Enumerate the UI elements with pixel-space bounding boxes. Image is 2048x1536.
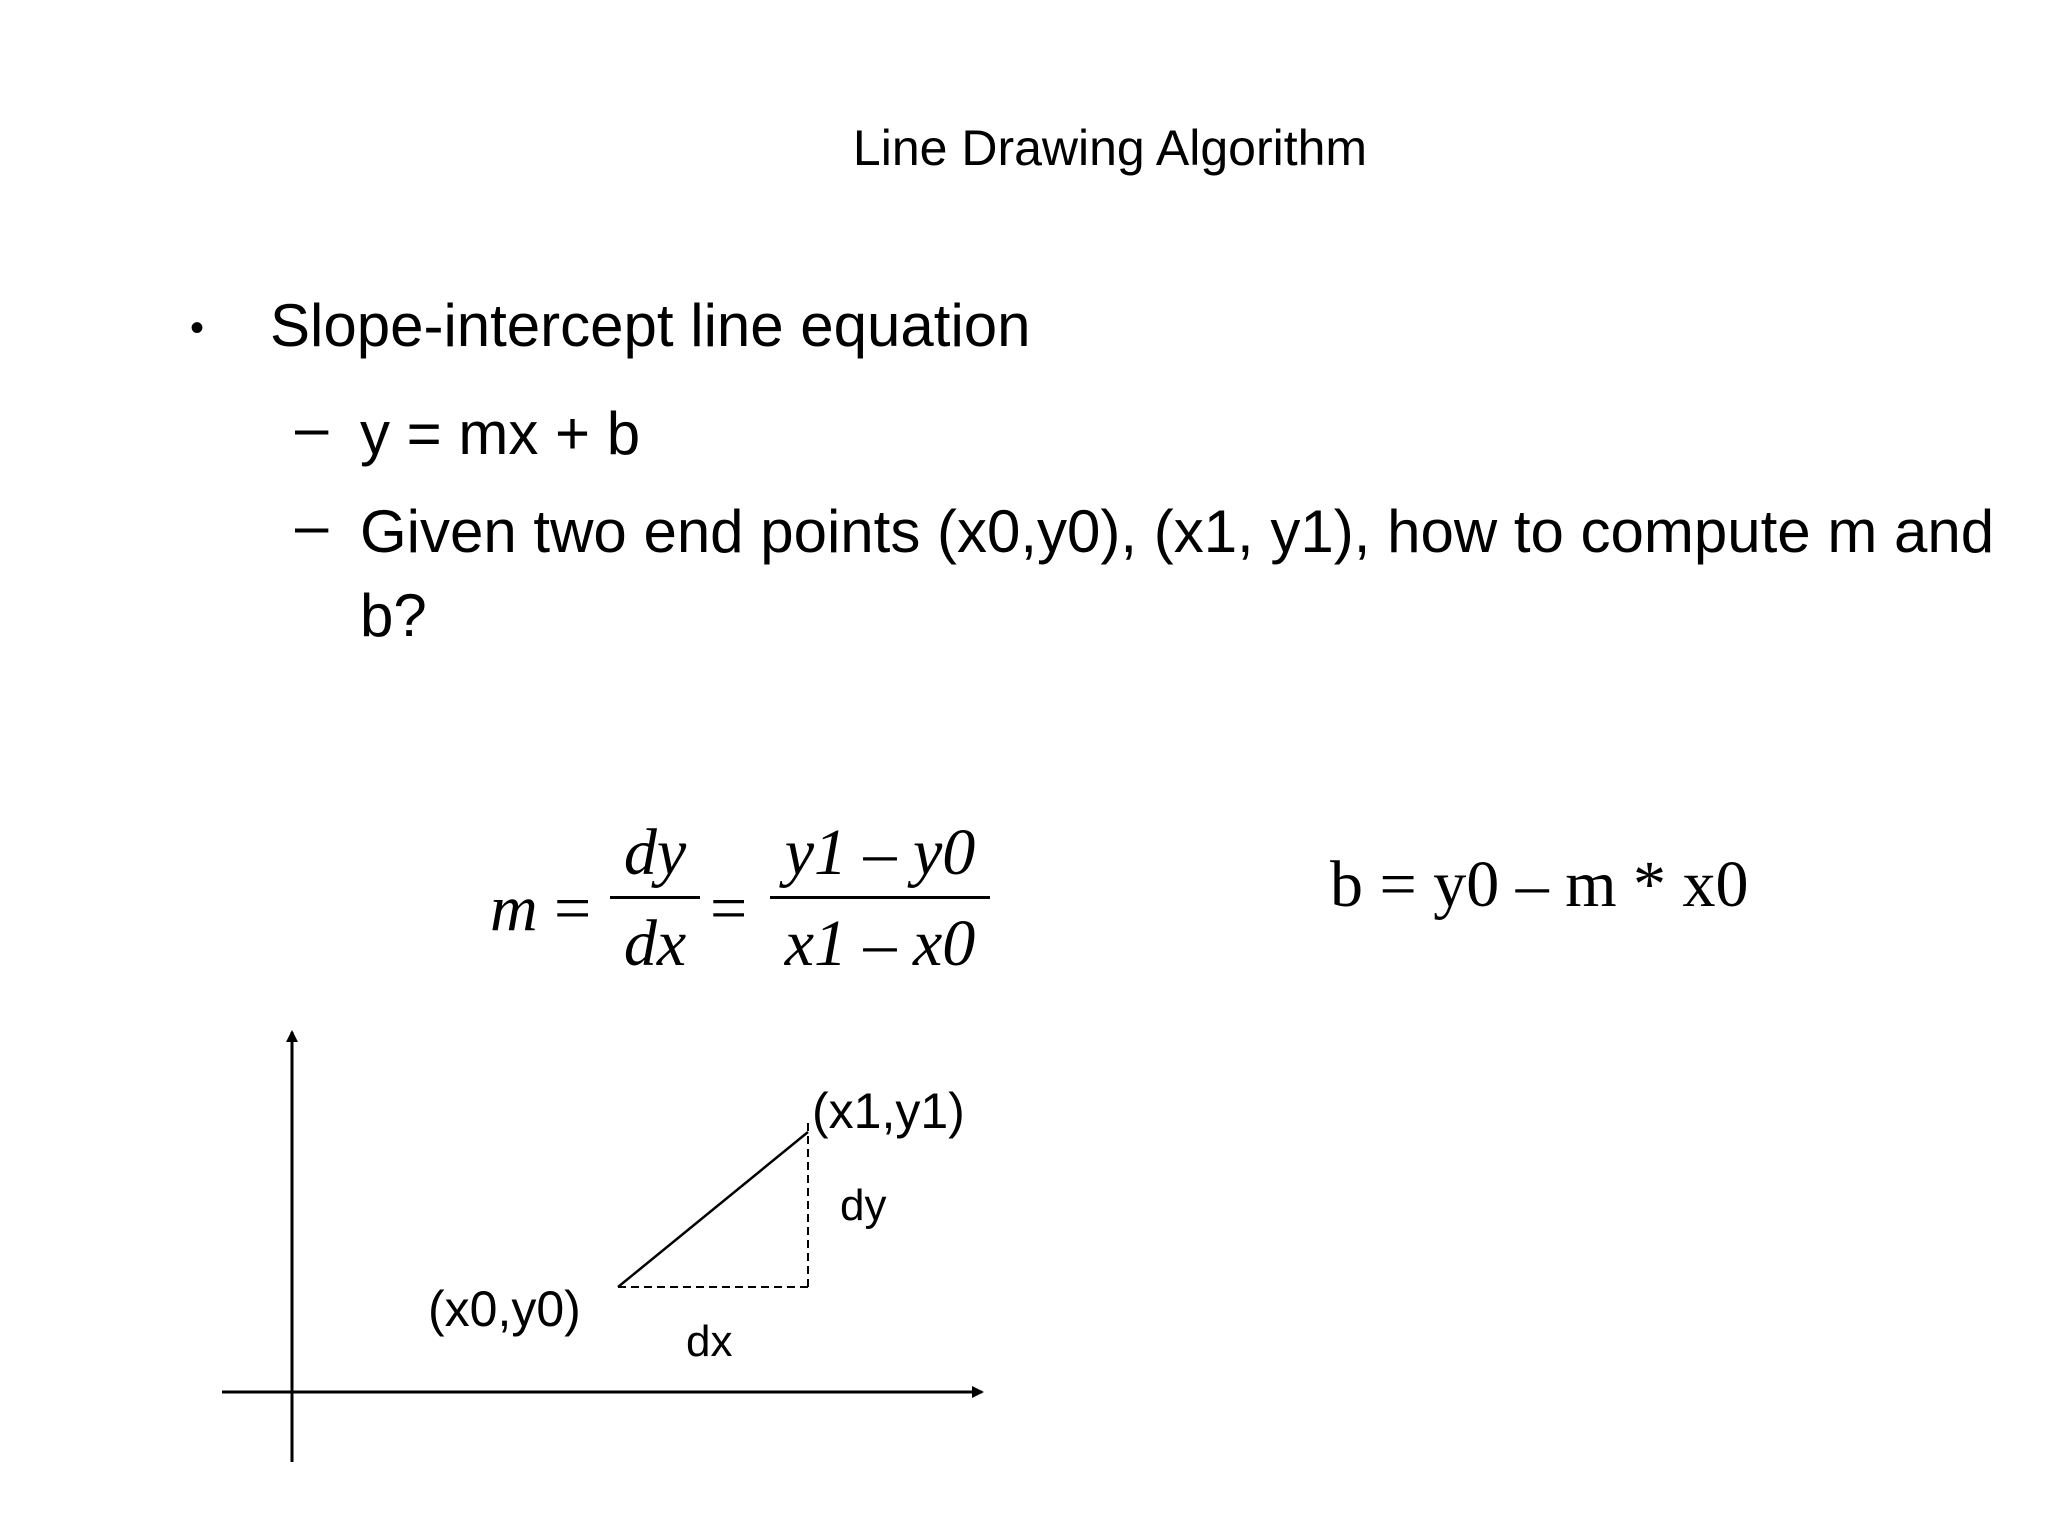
dash-icon: – <box>295 492 329 559</box>
bullet-text: Slope-intercept line equation <box>270 292 1031 359</box>
point0-label: (x0,y0) <box>428 1281 581 1337</box>
dy-label: dy <box>840 1181 887 1230</box>
sub-bullet-text: y = mx + b <box>360 400 641 467</box>
bullet-dot-icon: • <box>190 306 205 350</box>
point1-label: (x1,y1) <box>812 1083 965 1139</box>
line-segment <box>618 1132 808 1287</box>
fraction-numerator: y1 – y0 <box>784 816 976 889</box>
page-title: Line Drawing Algorithm <box>852 120 1368 176</box>
intercept-formula: b = y0 – m * x0 <box>1330 848 1749 921</box>
formula-equals: = <box>554 872 592 945</box>
formula-m: m <box>490 872 538 945</box>
dash-icon: – <box>295 394 329 461</box>
fraction-denominator: x1 – x0 <box>784 907 976 980</box>
sub-bullet-text: Given two end points (x0,y0), (x1, y1), how to compute m and b? <box>360 498 1995 649</box>
formula-equals: = <box>710 872 748 945</box>
dx-label: dx <box>686 1317 733 1366</box>
fraction-numerator: dy <box>623 816 687 889</box>
fraction-denominator: dx <box>623 907 687 980</box>
